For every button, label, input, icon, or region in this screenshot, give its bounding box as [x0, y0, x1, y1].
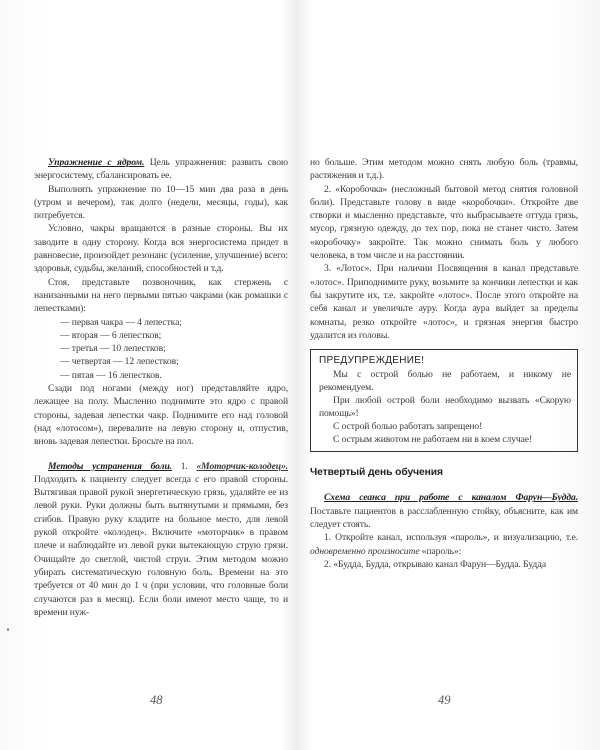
scan-speck: [7, 628, 9, 631]
exercise-schedule: Выполнять упражнение по 10—15 мин два раза в день (утром и вечером), так долго (недели, месяцы, годы), как потребуется.: [34, 183, 288, 222]
chakra-list-item: — четвертая — 12 лепестков;: [60, 356, 179, 368]
right-page: [300, 0, 600, 750]
chakra-list-item: — пятая — 16 лепестков.: [60, 369, 162, 381]
exercise-chakra-rotation: Условно, чакры вращаются в разные стороны. Вы их заводите в одну сторону. Когда вся энергосистема придет в равновесие, произойдет резонанс (усиление, улучшение) всего: здоровья, судьбы, желаний, способностей и т.д.: [34, 223, 288, 275]
scheme-heading: Схема сеанса при работе с каналом Фарун—Будда.: [324, 492, 578, 504]
method-motor-well-text: Подходить к пациенту следует всегда с его правой стороны. Вытягивая правой рукой энергетическую грязь, удаляйте ее из левой руки. Руки должны быть вытянутыми и прямыми, без сгибов. Правую руку кладите на больное место, для левой рукой откройте «колодец». Включите «моторчик» в правом плече и наблюдайте из левой руки вытекающую струю грязи. Очищайте до светлой, чистой струи. Этим методом можно убирать систематическую головную боль. Времени на это требуется от 40 мин до 1 ч (при условии, что головные боли случаются раз в месяц). Если боли имеют место чаще, то и времени нуж-: [34, 473, 288, 618]
warning-title: ПРЕДУПРЕЖДЕНИЕ!: [319, 355, 425, 367]
warning-line: С острой болью работать запрещено!: [333, 421, 483, 433]
methods-number: 1.: [171, 460, 197, 472]
scheme-intro: Поставьте пациентов в расслабленную стойку, объясните, как им следует стоять.: [310, 505, 578, 531]
right-text-column: [310, 156, 578, 571]
warning-line: С острым животом не работаем ни в коем случае!: [333, 434, 533, 446]
chakra-list-item: — третья — 10 лепестков;: [60, 343, 166, 355]
method-motor-well-name: «Моторчик-колодец».: [196, 460, 288, 472]
method-lotus: 3. «Лотос». При наличии Посвящения в канал представьте «лотос». Приподнимите руку, возьмите за кончики лепестки и как бы закрутите их, т.е. закройте «лотос». После этого откройте на себя канал и увеличьте ауру. Когда аура выйдет за пределы комнаты, резко откройте «лотос», и грязная энергия быстро удалится из головы.: [310, 263, 578, 341]
methods-heading: Методы устранения боли.: [48, 460, 172, 472]
page-number-left: 48: [150, 693, 163, 707]
warning-line: Мы с острой болью не работаем, и никому не рекомендуем.: [319, 369, 571, 394]
exercise-heading: Упражнение с ядром.: [48, 157, 145, 168]
warning-box: [310, 349, 578, 452]
exercise-intro: Цель упражнения: развить свою энергосистему, сбалансировать ее.: [34, 157, 288, 182]
method-continuation: но больше. Этим методом можно снять любую боль (травмы, растяжения и т.д.).: [310, 157, 578, 182]
left-text-column: [34, 156, 288, 619]
method-box: 2. «Коробочка» (несложный бытовой метод снятия головной боли). Представьте голову в виде «коробочки». Откройте две створки и мысленно представьте, что выбрасываете оттуда грязь, мусор, грязную одежду, до тех пор, пока не станет чисто. Затем «коробочку» закройте. Так можно снимать боль у любого человека, в том числе и на расстоянии.: [310, 183, 578, 262]
scheme-step-2: 2. «Будда, Будда, открываю канал Фарун—Будда. Будда: [324, 558, 547, 570]
warning-line: При любой острой боли необходимо вызвать «Скорую помощь»!: [319, 395, 571, 420]
scheme-step-1-emphasis: одновременно произносите: [310, 545, 420, 557]
scheme-paragraph: [310, 491, 578, 531]
exercise-paragraph: [34, 156, 288, 183]
page-number-right: 49: [438, 693, 451, 707]
chakra-list-item: — вторая — 6 лепестков;: [60, 329, 162, 341]
chakra-list-item: — первая чакра — 4 лепестка;: [60, 316, 182, 328]
exercise-core-instructions: Сзади под ногами (между ног) представляйте ядро, лежащее на полу. Мысленно поднимите это ядро с правой стороны, задевая лепестки чакр. Поднимите его над головой (над «лотосом»), перевалите на левую сторону и, отпустив, вновь задевая лепестки. Бросьте на пол.: [34, 383, 288, 448]
methods-paragraph: [34, 460, 288, 620]
scheme-step-1: 1. Откройте канал, используя «пароль», и визуализацию, т.е. одновременно произносите «пароль»:: [310, 532, 578, 557]
exercise-spine: Стоя, представьте позвоночник, как стержень с нанизанными на него первыми пятью чакрами (как ромашки с лепестками):: [34, 276, 288, 315]
section-heading: Четвертый день обучения: [310, 467, 443, 479]
